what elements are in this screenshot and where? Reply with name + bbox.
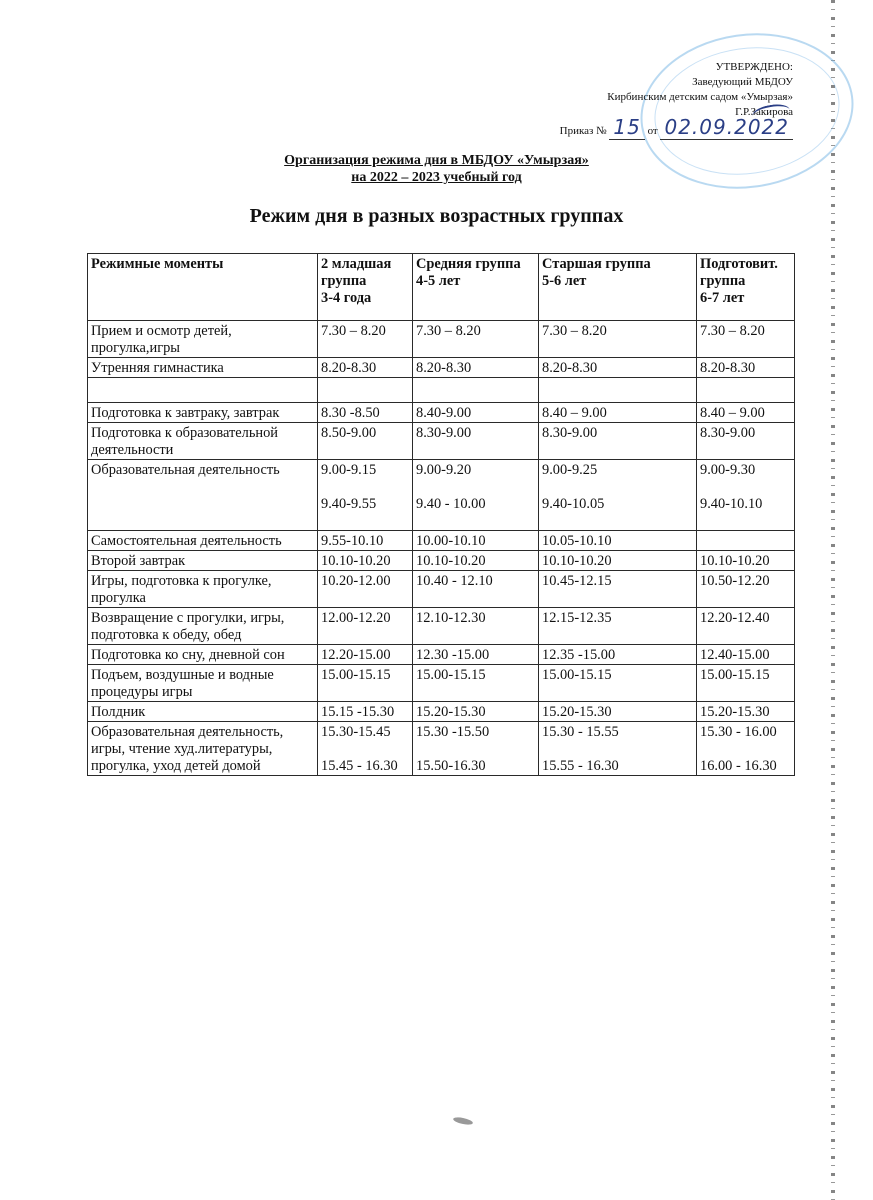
table-row: [88, 571, 795, 608]
row-time-cell: 10.05-10.10: [539, 531, 697, 551]
row-time-cell: 12.15-12.35: [539, 608, 697, 645]
row-activity-cell: Прием и осмотр детей, прогулка,игры: [88, 321, 318, 358]
scan-speck: [453, 1116, 474, 1126]
row-time-cell: 15.30 - 16.00 16.00 - 16.30: [697, 722, 795, 776]
row-time-cell: 8.40 – 9.00: [539, 403, 697, 423]
row-time-cell: 8.30-9.00: [413, 423, 539, 460]
approval-line-2: Заведующий МБДОУ: [692, 76, 793, 88]
approval-line-4: Г.Р.Закирова: [735, 106, 793, 118]
row-activity-cell: Второй завтрак: [88, 551, 318, 571]
row-time-cell: [318, 378, 413, 403]
row-time-cell: [697, 531, 795, 551]
row-time-cell: 15.00-15.15: [539, 665, 697, 702]
row-time-cell: 8.20-8.30: [413, 358, 539, 378]
column-header: Режимные моменты: [88, 254, 318, 321]
row-time-cell: 7.30 – 8.20: [318, 321, 413, 358]
order-label: Приказ №: [559, 125, 607, 137]
table-header-row: [88, 254, 795, 321]
row-time-cell: 9.00-9.20 9.40 - 10.00: [413, 460, 539, 531]
org-title: [0, 152, 873, 186]
row-activity-cell: Образовательная деятельность: [88, 460, 318, 531]
column-header: Подготовит. группа 6-7 лет: [697, 254, 795, 321]
row-time-cell: 15.00-15.15: [697, 665, 795, 702]
approval-line-1: УТВЕРЖДЕНО:: [715, 61, 793, 73]
row-time-cell: 15.20-15.30: [413, 702, 539, 722]
row-activity-cell: Подготовка ко сну, дневной сон: [88, 645, 318, 665]
table-row: [88, 321, 795, 358]
row-time-cell: 8.20-8.30: [539, 358, 697, 378]
column-header: Старшая группа 5-6 лет: [539, 254, 697, 321]
org-title-line-1: Организация режима дня в МБДОУ «Умырзая»: [284, 153, 589, 168]
row-time-cell: 10.10-10.20: [697, 551, 795, 571]
row-time-cell: 7.30 – 8.20: [539, 321, 697, 358]
row-activity-cell: Подъем, воздушные и водные процедуры игры: [88, 665, 318, 702]
table-row: [88, 423, 795, 460]
row-time-cell: 12.00-12.20: [318, 608, 413, 645]
row-time-cell: 8.40 – 9.00: [697, 403, 795, 423]
table-row: [88, 608, 795, 645]
order-date: 02.09.2022: [660, 115, 793, 140]
row-time-cell: 15.00-15.15: [413, 665, 539, 702]
table-row: [88, 645, 795, 665]
row-time-cell: 10.20-12.00: [318, 571, 413, 608]
column-header: Средняя группа 4-5 лет: [413, 254, 539, 321]
row-time-cell: [413, 378, 539, 403]
row-time-cell: 10.10-10.20: [318, 551, 413, 571]
row-time-cell: 12.10-12.30: [413, 608, 539, 645]
table-row: [88, 665, 795, 702]
approval-block: [560, 60, 793, 139]
row-time-cell: 12.30 -15.00: [413, 645, 539, 665]
row-time-cell: 7.30 – 8.20: [697, 321, 795, 358]
page-title: Режим дня в разных возрастных группах: [249, 205, 624, 227]
row-time-cell: 8.30-9.00: [539, 423, 697, 460]
approval-line-3: Кирбинским детским садом «Умырзая»: [607, 91, 793, 103]
row-time-cell: 10.10-10.20: [539, 551, 697, 571]
row-time-cell: 12.20-15.00: [318, 645, 413, 665]
table-body: [88, 321, 795, 776]
row-time-cell: 15.30 -15.50 15.50-16.30: [413, 722, 539, 776]
row-activity-cell: Полдник: [88, 702, 318, 722]
row-activity-cell: Образовательная деятельность, игры, чтение худ.литературы, прогулка, уход детей домой: [88, 722, 318, 776]
row-time-cell: 10.10-10.20: [413, 551, 539, 571]
row-time-cell: 9.00-9.30 9.40-10.10: [697, 460, 795, 531]
row-activity-cell: Подготовка к завтраку, завтрак: [88, 403, 318, 423]
table-row: [88, 702, 795, 722]
row-time-cell: 15.15 -15.30: [318, 702, 413, 722]
org-title-line-2: на 2022 – 2023 учебный год: [351, 170, 522, 185]
row-time-cell: 15.20-15.30: [539, 702, 697, 722]
row-time-cell: [539, 378, 697, 403]
row-time-cell: [697, 378, 795, 403]
row-time-cell: 10.50-12.20: [697, 571, 795, 608]
table-row: [88, 551, 795, 571]
row-time-cell: 9.00-9.15 9.40-9.55: [318, 460, 413, 531]
row-time-cell: 9.00-9.25 9.40-10.05: [539, 460, 697, 531]
schedule-table: [87, 253, 795, 776]
row-time-cell: 15.30 - 15.55 15.55 - 16.30: [539, 722, 697, 776]
row-time-cell: 15.30-15.45 15.45 - 16.30: [318, 722, 413, 776]
table-row: [88, 722, 795, 776]
row-time-cell: 12.40-15.00: [697, 645, 795, 665]
row-time-cell: 7.30 – 8.20: [413, 321, 539, 358]
table-row: [88, 460, 795, 531]
row-activity-cell: Игры, подготовка к прогулке, прогулка: [88, 571, 318, 608]
row-time-cell: 10.40 - 12.10: [413, 571, 539, 608]
order-from: от: [647, 125, 658, 137]
row-time-cell: 8.30 -8.50: [318, 403, 413, 423]
row-activity-cell: Самостоятельная деятельность: [88, 531, 318, 551]
table-row: [88, 358, 795, 378]
row-activity-cell: Утренняя гимнастика: [88, 358, 318, 378]
row-time-cell: 12.35 -15.00: [539, 645, 697, 665]
table-row: [88, 403, 795, 423]
row-time-cell: 10.00-10.10: [413, 531, 539, 551]
table-row: [88, 378, 795, 403]
row-time-cell: 8.20-8.30: [318, 358, 413, 378]
table-row: [88, 531, 795, 551]
row-time-cell: 9.55-10.10: [318, 531, 413, 551]
row-time-cell: 8.30-9.00: [697, 423, 795, 460]
row-activity-cell: Возвращение с прогулки, игры, подготовка к обеду, обед: [88, 608, 318, 645]
row-time-cell: 12.20-12.40: [697, 608, 795, 645]
column-header: 2 младшая группа 3-4 года: [318, 254, 413, 321]
row-activity-cell: [88, 378, 318, 403]
row-time-cell: 15.00-15.15: [318, 665, 413, 702]
row-time-cell: 8.40-9.00: [413, 403, 539, 423]
row-activity-cell: Подготовка к образовательной деятельности: [88, 423, 318, 460]
row-time-cell: 8.50-9.00: [318, 423, 413, 460]
row-time-cell: 8.20-8.30: [697, 358, 795, 378]
row-time-cell: 10.45-12.15: [539, 571, 697, 608]
row-time-cell: 15.20-15.30: [697, 702, 795, 722]
order-number: 15: [609, 115, 644, 140]
